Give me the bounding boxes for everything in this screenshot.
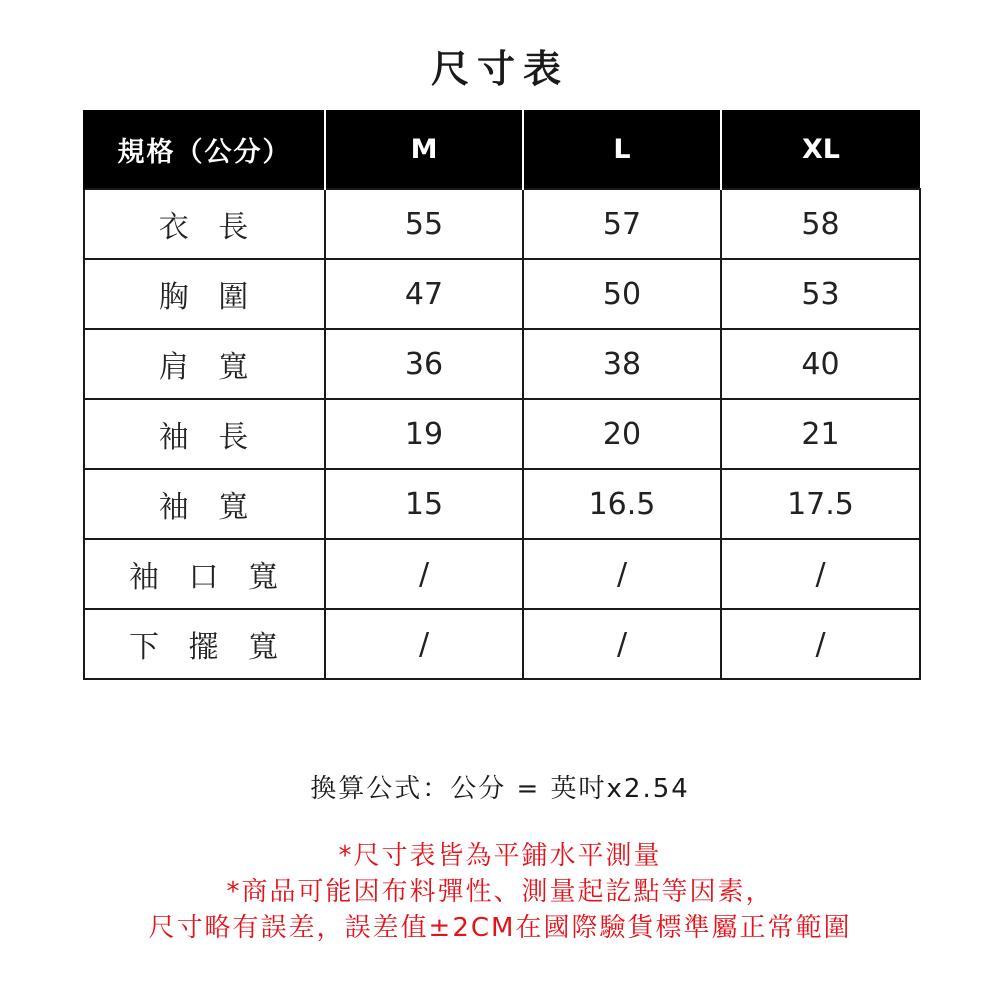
note-line: *商品可能因布料彈性、測量起訖點等因素， bbox=[226, 877, 774, 907]
table-row bbox=[84, 609, 920, 679]
row-label: 肩 寬 bbox=[84, 329, 325, 399]
table-row bbox=[84, 259, 920, 329]
table-cell: 58 bbox=[721, 189, 920, 259]
table-cell: 21 bbox=[721, 399, 920, 469]
table-cell: 36 bbox=[325, 329, 523, 399]
table-cell: 16.5 bbox=[523, 469, 721, 539]
table-cell: 55 bbox=[325, 189, 523, 259]
conversion-formula: 換算公式：公分 = 英吋x2.54 bbox=[310, 774, 690, 804]
table-header-row bbox=[84, 110, 920, 189]
table-cell: 47 bbox=[325, 259, 523, 329]
row-label: 袖 寬 bbox=[84, 469, 325, 539]
header-cell-spec: 規格（公分） bbox=[84, 110, 325, 189]
table-row bbox=[84, 329, 920, 399]
note-line: 尺寸略有誤差，誤差值±2CM在國際驗貨標準屬正常範圍 bbox=[148, 913, 852, 943]
table-cell: / bbox=[325, 539, 523, 609]
note-line: *尺寸表皆為平鋪水平測量 bbox=[338, 841, 662, 871]
table-row bbox=[84, 189, 920, 259]
table-cell: / bbox=[721, 539, 920, 609]
header-cell-m: M bbox=[325, 110, 523, 189]
table-cell: 15 bbox=[325, 469, 523, 539]
table-cell: / bbox=[523, 609, 721, 679]
table-row bbox=[84, 399, 920, 469]
table-cell: 53 bbox=[721, 259, 920, 329]
table-row bbox=[84, 469, 920, 539]
table-cell: / bbox=[325, 609, 523, 679]
row-label: 下 擺 寬 bbox=[84, 609, 325, 679]
table-cell: 57 bbox=[523, 189, 721, 259]
table-row bbox=[84, 539, 920, 609]
table-cell: 50 bbox=[523, 259, 721, 329]
table-cell: 17.5 bbox=[721, 469, 920, 539]
table-cell: 19 bbox=[325, 399, 523, 469]
size-table bbox=[83, 110, 921, 680]
page-title: 尺寸表 bbox=[430, 47, 569, 91]
table-cell: 40 bbox=[721, 329, 920, 399]
header-cell-xl: XL bbox=[721, 110, 920, 189]
row-label: 胸 圍 bbox=[84, 259, 325, 329]
row-label: 衣 長 bbox=[84, 189, 325, 259]
table-cell: / bbox=[523, 539, 721, 609]
header-cell-l: L bbox=[523, 110, 721, 189]
table-cell: / bbox=[721, 609, 920, 679]
table-cell: 38 bbox=[523, 329, 721, 399]
row-label: 袖 長 bbox=[84, 399, 325, 469]
row-label: 袖 口 寬 bbox=[84, 539, 325, 609]
table-cell: 20 bbox=[523, 399, 721, 469]
measurement-notes bbox=[0, 838, 1000, 946]
